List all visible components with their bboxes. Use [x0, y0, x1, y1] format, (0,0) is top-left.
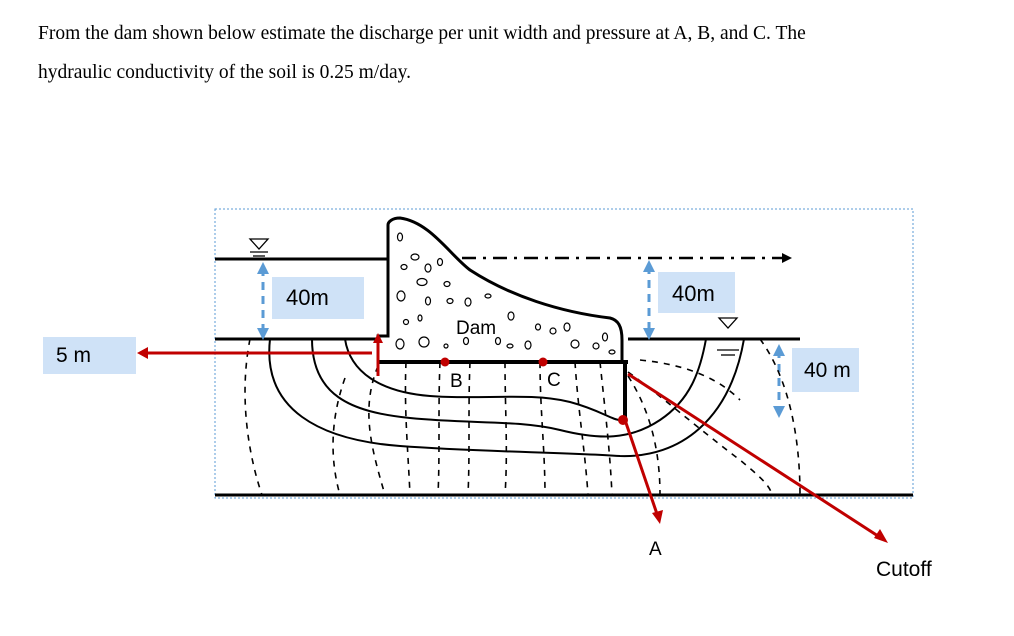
point-b-label: B: [450, 371, 463, 392]
headwater-projection-arrowhead: [782, 253, 792, 263]
point-b-marker: [441, 358, 450, 367]
depth-pointer-arrowhead: [137, 347, 148, 359]
right-depth-label: 40 m: [804, 359, 851, 382]
downstream-water-symbol: [717, 318, 739, 355]
downstream-head-label: 40m: [672, 281, 715, 306]
red-pointers: [146, 340, 878, 536]
point-a-marker: [618, 415, 628, 425]
point-c-label: C: [547, 370, 561, 391]
point-a-label: A: [649, 539, 662, 560]
question-line-1: From the dam shown below estimate the discharge per unit width and pressure at A, B, and C. The: [38, 23, 806, 44]
cutoff-label: Cutoff: [876, 558, 932, 581]
upstream-water-symbol: [250, 239, 268, 256]
point-c-marker: [539, 358, 548, 367]
point-a-pointer-arrowhead: [652, 510, 663, 524]
cutoff-pointer-arrowhead: [874, 529, 888, 543]
depth-label: 5 m: [56, 344, 92, 367]
question-line-2: hydraulic conductivity of the soil is 0.25 m/day.: [38, 62, 411, 83]
dam-label: Dam: [456, 318, 497, 339]
upstream-head-label: 40m: [286, 285, 329, 310]
